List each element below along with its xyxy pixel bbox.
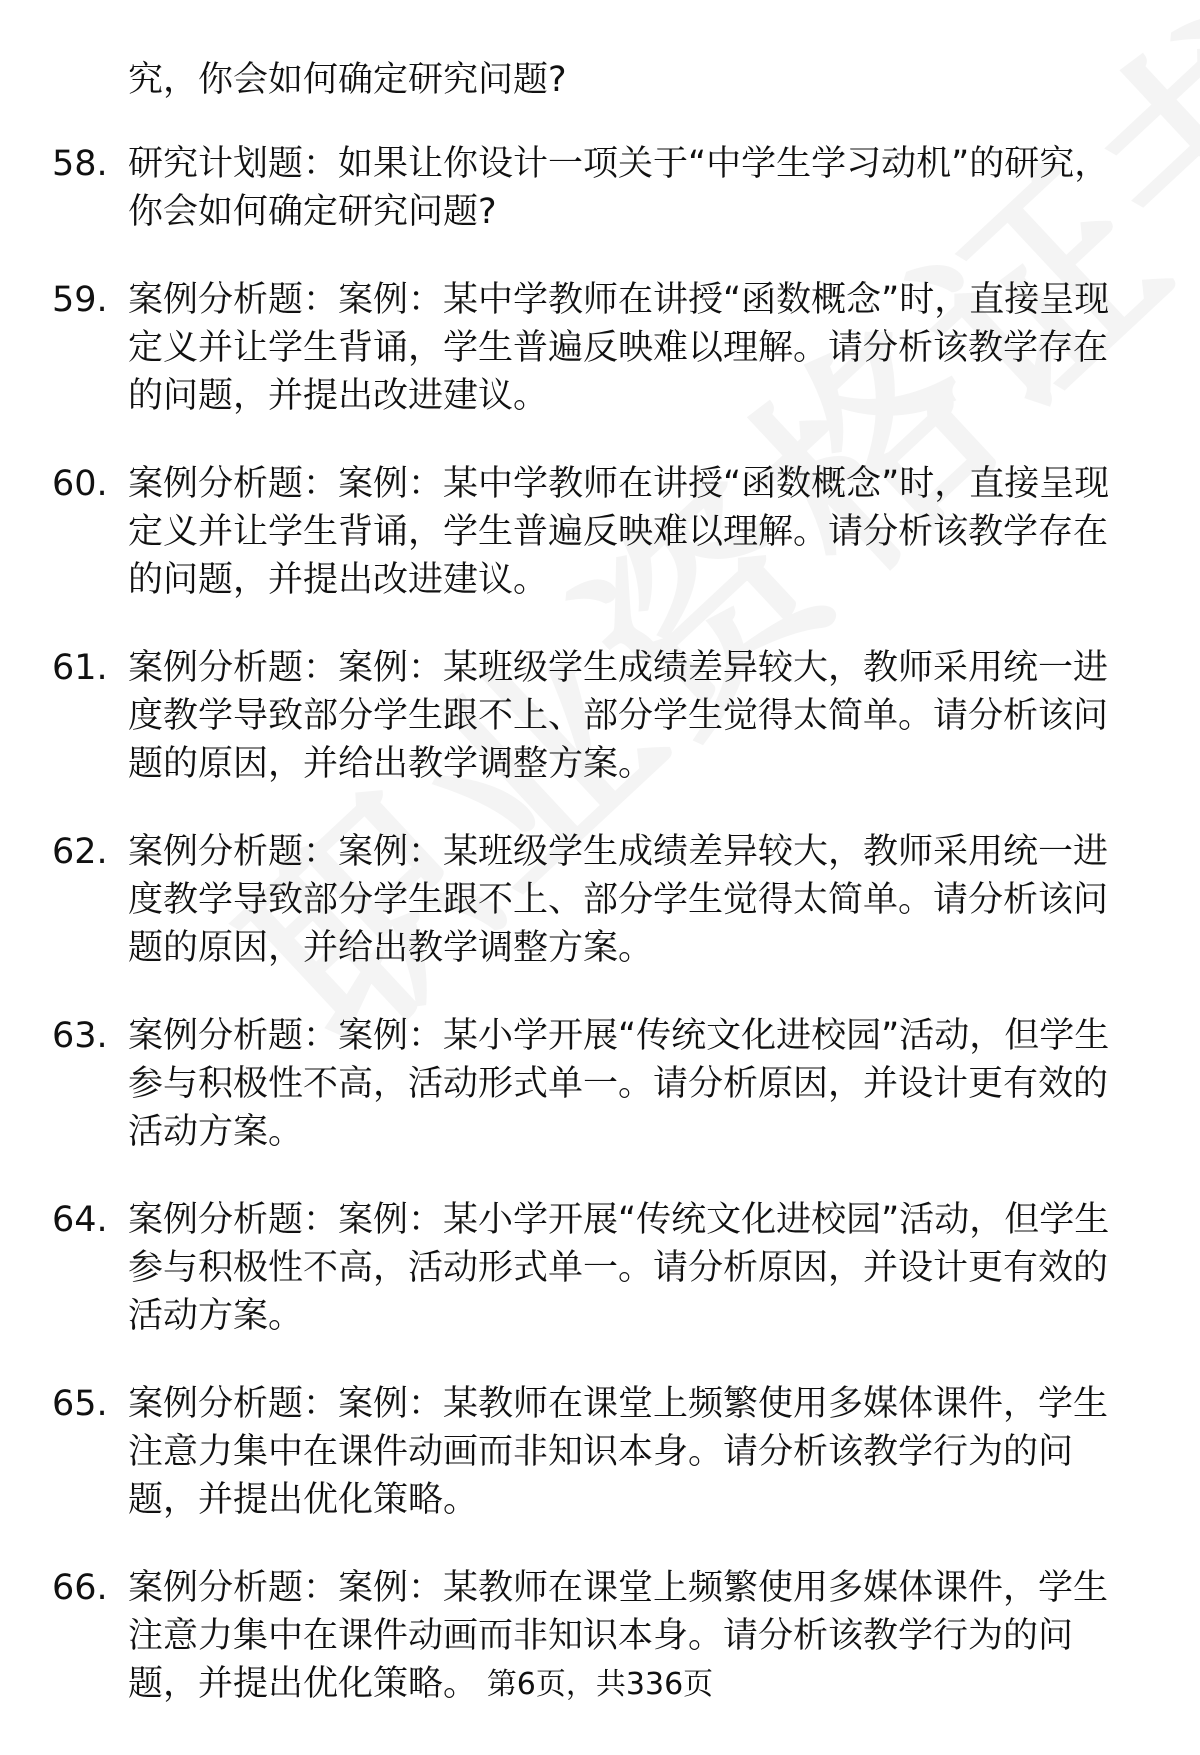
question-number: 59. bbox=[52, 280, 108, 320]
question-item bbox=[0, 1196, 1200, 1340]
question-text: 案例分析题：案例：某小学开展“传统文化进校园”活动，但学生参与积极性不高，活动形式单一。请分析原因，并设计更有效的活动方案。 bbox=[128, 1016, 1110, 1152]
question-text: 案例分析题：案例：某小学开展“传统文化进校园”活动，但学生参与积极性不高，活动形式单一。请分析原因，并设计更有效的活动方案。 bbox=[128, 1200, 1110, 1336]
question-text: 案例分析题：案例：某班级学生成绩差异较大，教师采用统一进度教学导致部分学生跟不上、部分学生觉得太简单。请分析该问题的原因，并给出教学调整方案。 bbox=[128, 648, 1109, 784]
question-number: 64. bbox=[52, 1200, 108, 1240]
question-item bbox=[0, 1012, 1200, 1156]
question-item bbox=[0, 1380, 1200, 1524]
page-footer: 第6页，共336页 bbox=[486, 1667, 714, 1702]
question-number: 61. bbox=[52, 648, 108, 688]
question-text: 案例分析题：案例：某中学教师在讲授“函数概念”时，直接呈现定义并让学生背诵，学生普遍反映难以理解。请分析该教学存在的问题，并提出改进建议。 bbox=[128, 464, 1110, 600]
question-number: 62. bbox=[52, 832, 108, 872]
question-text: 案例分析题：案例：某班级学生成绩差异较大，教师采用统一进度教学导致部分学生跟不上、部分学生觉得太简单。请分析该问题的原因，并给出教学调整方案。 bbox=[128, 832, 1109, 968]
question-number: 63. bbox=[52, 1016, 108, 1056]
question-text: 案例分析题：案例：某中学教师在讲授“函数概念”时，直接呈现定义并让学生背诵，学生普遍反映难以理解。请分析该教学存在的问题，并提出改进建议。 bbox=[128, 280, 1110, 416]
question-number: 60. bbox=[52, 464, 108, 504]
question-number: 58. bbox=[52, 144, 108, 184]
question-item bbox=[0, 276, 1200, 420]
question-item bbox=[0, 460, 1200, 604]
continued-question-text: 究，你会如何确定研究问题? bbox=[128, 60, 567, 100]
question-list bbox=[0, 140, 1200, 1748]
question-item bbox=[0, 140, 1200, 236]
question-text: 研究计划题：如果让你设计一项关于“中学生学习动机”的研究，你会如何确定研究问题? bbox=[128, 144, 1110, 232]
question-number: 66. bbox=[52, 1568, 108, 1608]
question-text: 案例分析题：案例：某教师在课堂上频繁使用多媒体课件，学生注意力集中在课件动画而非知识本身。请分析该教学行为的问题，并提出优化策略。 bbox=[128, 1568, 1109, 1704]
question-item bbox=[0, 828, 1200, 972]
question-item bbox=[0, 644, 1200, 788]
question-number: 65. bbox=[52, 1384, 108, 1424]
question-text: 案例分析题：案例：某教师在课堂上频繁使用多媒体课件，学生注意力集中在课件动画而非知识本身。请分析该教学行为的问题，并提出优化策略。 bbox=[128, 1384, 1109, 1520]
